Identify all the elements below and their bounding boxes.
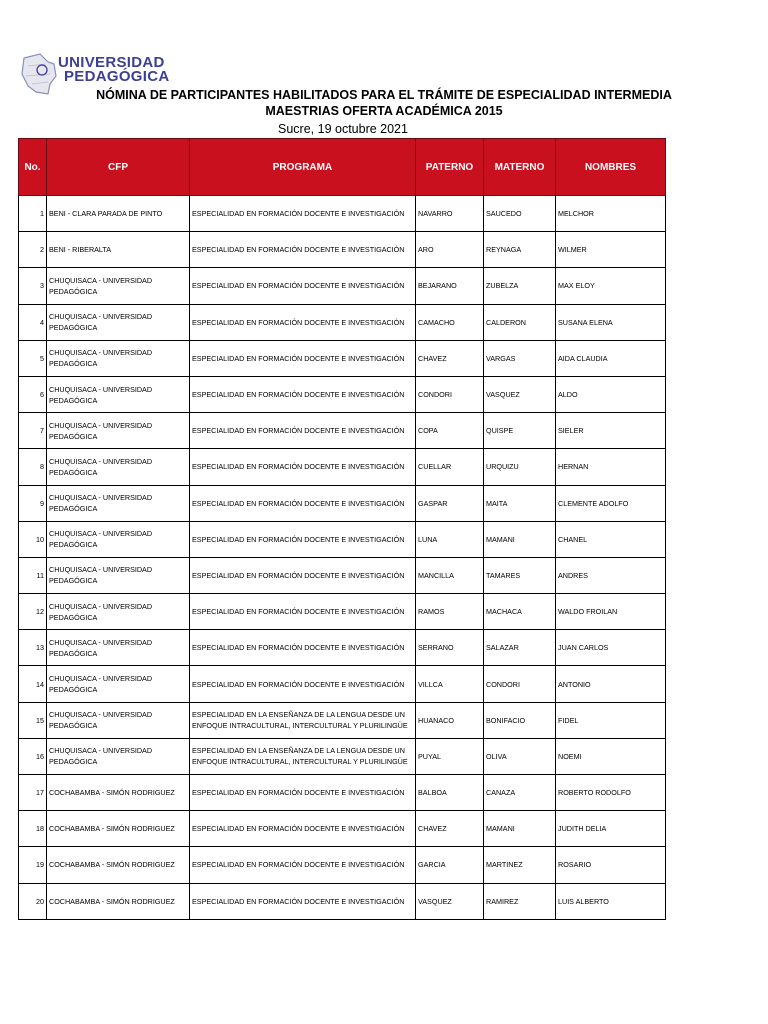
cell-programa: ESPECIALIDAD EN FORMACIÓN DOCENTE E INVESTIGACIÓN <box>190 847 416 883</box>
cell-programa: ESPECIALIDAD EN LA ENSEÑANZA DE LA LENGUA DESDE UN ENFOQUE INTRACULTURAL, INTERCULTURAL Y PLURILINGÜE <box>190 702 416 738</box>
cell-nombres: AIDA CLAUDIA <box>556 340 666 376</box>
cell-nombres: SUSANA ELENA <box>556 304 666 340</box>
header-programa: PROGRAMA <box>190 139 416 196</box>
table-row <box>19 304 666 340</box>
cell-paterno: CHAVEZ <box>416 340 484 376</box>
cell-cfp: CHUQUISACA - UNIVERSIDAD PEDAGÓGICA <box>47 340 190 376</box>
cell-no: 12 <box>19 594 47 630</box>
table-row <box>19 847 666 883</box>
cell-nombres: ROBERTO RODOLFO <box>556 775 666 811</box>
cell-nombres: JUDITH DELIA <box>556 811 666 847</box>
cell-paterno: BEJARANO <box>416 268 484 304</box>
table-row <box>19 449 666 485</box>
table-row <box>19 340 666 376</box>
cell-nombres: ANDRES <box>556 557 666 593</box>
cell-materno: SALAZAR <box>484 630 556 666</box>
cell-nombres: MAX ELOY <box>556 268 666 304</box>
logo-line-1: UNIVERSIDAD <box>58 54 165 71</box>
cell-paterno: CUELLAR <box>416 449 484 485</box>
cell-paterno: GARCIA <box>416 847 484 883</box>
cell-materno: CANAZA <box>484 775 556 811</box>
cell-paterno: VILLCA <box>416 666 484 702</box>
cell-programa: ESPECIALIDAD EN FORMACIÓN DOCENTE E INVESTIGACIÓN <box>190 594 416 630</box>
cell-nombres: LUIS ALBERTO <box>556 883 666 919</box>
document-date: Sucre, 19 octubre 2021 <box>278 122 408 136</box>
cell-programa: ESPECIALIDAD EN FORMACIÓN DOCENTE E INVESTIGACIÓN <box>190 666 416 702</box>
cell-no: 1 <box>19 196 47 232</box>
cell-cfp: BENI - CLARA PARADA DE PINTO <box>47 196 190 232</box>
table-row <box>19 413 666 449</box>
cell-materno: BONIFACIO <box>484 702 556 738</box>
cell-nombres: ANTONIO <box>556 666 666 702</box>
cell-materno: VASQUEZ <box>484 376 556 412</box>
cell-materno: SAUCEDO <box>484 196 556 232</box>
cell-no: 13 <box>19 630 47 666</box>
cell-paterno: LUNA <box>416 521 484 557</box>
cell-programa: ESPECIALIDAD EN FORMACIÓN DOCENTE E INVESTIGACIÓN <box>190 304 416 340</box>
cell-programa: ESPECIALIDAD EN FORMACIÓN DOCENTE E INVESTIGACIÓN <box>190 413 416 449</box>
cell-materno: MAMANI <box>484 521 556 557</box>
cell-programa: ESPECIALIDAD EN FORMACIÓN DOCENTE E INVESTIGACIÓN <box>190 630 416 666</box>
cell-materno: RAMIREZ <box>484 883 556 919</box>
cell-nombres: FIDEL <box>556 702 666 738</box>
cell-nombres: CLEMENTE ADOLFO <box>556 485 666 521</box>
cell-no: 9 <box>19 485 47 521</box>
cell-cfp: CHUQUISACA - UNIVERSIDAD PEDAGÓGICA <box>47 376 190 412</box>
cell-materno: ZUBELZA <box>484 268 556 304</box>
cell-paterno: CAMACHO <box>416 304 484 340</box>
cell-paterno: MANCILLA <box>416 557 484 593</box>
cell-materno: CALDERON <box>484 304 556 340</box>
header-materno: MATERNO <box>484 139 556 196</box>
table-row <box>19 521 666 557</box>
table-body <box>19 196 666 920</box>
header-nombres: NOMBRES <box>556 139 666 196</box>
cell-materno: OLIVA <box>484 738 556 774</box>
table-row <box>19 268 666 304</box>
cell-nombres: NOEMI <box>556 738 666 774</box>
cell-programa: ESPECIALIDAD EN FORMACIÓN DOCENTE E INVESTIGACIÓN <box>190 883 416 919</box>
cell-no: 16 <box>19 738 47 774</box>
cell-cfp: COCHABAMBA - SIMÓN RODRIGUEZ <box>47 775 190 811</box>
cell-nombres: SIELER <box>556 413 666 449</box>
table-row <box>19 594 666 630</box>
header-no: No. <box>19 139 47 196</box>
cell-nombres: CHANEL <box>556 521 666 557</box>
table-row <box>19 630 666 666</box>
cell-nombres: WALDO FROILAN <box>556 594 666 630</box>
document-subtitle: MAESTRIAS OFERTA ACADÉMICA 2015 <box>265 104 503 118</box>
table-row <box>19 775 666 811</box>
table-row <box>19 883 666 919</box>
header-cfp: CFP <box>47 139 190 196</box>
cell-programa: ESPECIALIDAD EN LA ENSEÑANZA DE LA LENGUA DESDE UN ENFOQUE INTRACULTURAL, INTERCULTURAL Y PLURILINGÜE <box>190 738 416 774</box>
table-row <box>19 666 666 702</box>
cell-paterno: BALBOA <box>416 775 484 811</box>
table-row <box>19 232 666 268</box>
cell-materno: VARGAS <box>484 340 556 376</box>
cell-no: 6 <box>19 376 47 412</box>
cell-paterno: RAMOS <box>416 594 484 630</box>
cell-paterno: ARO <box>416 232 484 268</box>
cell-cfp: CHUQUISACA - UNIVERSIDAD PEDAGÓGICA <box>47 304 190 340</box>
cell-materno: URQUIZU <box>484 449 556 485</box>
cell-nombres: MELCHOR <box>556 196 666 232</box>
cell-materno: QUISPE <box>484 413 556 449</box>
cell-no: 5 <box>19 340 47 376</box>
cell-no: 10 <box>19 521 47 557</box>
cell-programa: ESPECIALIDAD EN FORMACIÓN DOCENTE E INVESTIGACIÓN <box>190 775 416 811</box>
cell-programa: ESPECIALIDAD EN FORMACIÓN DOCENTE E INVESTIGACIÓN <box>190 232 416 268</box>
cell-nombres: ALDO <box>556 376 666 412</box>
logo-line-2: PEDAGÓGICA <box>64 68 170 85</box>
cell-cfp: CHUQUISACA - UNIVERSIDAD PEDAGÓGICA <box>47 268 190 304</box>
cell-no: 14 <box>19 666 47 702</box>
table-row <box>19 196 666 232</box>
cell-programa: ESPECIALIDAD EN FORMACIÓN DOCENTE E INVESTIGACIÓN <box>190 557 416 593</box>
cell-programa: ESPECIALIDAD EN FORMACIÓN DOCENTE E INVESTIGACIÓN <box>190 376 416 412</box>
cell-nombres: WILMER <box>556 232 666 268</box>
header-paterno: PATERNO <box>416 139 484 196</box>
cell-no: 2 <box>19 232 47 268</box>
cell-materno: MAITA <box>484 485 556 521</box>
table-row <box>19 702 666 738</box>
cell-cfp: CHUQUISACA - UNIVERSIDAD PEDAGÓGICA <box>47 449 190 485</box>
cell-no: 3 <box>19 268 47 304</box>
cell-cfp: CHUQUISACA - UNIVERSIDAD PEDAGÓGICA <box>47 738 190 774</box>
cell-no: 11 <box>19 557 47 593</box>
cell-cfp: BENI - RIBERALTA <box>47 232 190 268</box>
table-row <box>19 738 666 774</box>
cell-cfp: CHUQUISACA - UNIVERSIDAD PEDAGÓGICA <box>47 485 190 521</box>
cell-materno: MAMANI <box>484 811 556 847</box>
cell-programa: ESPECIALIDAD EN FORMACIÓN DOCENTE E INVESTIGACIÓN <box>190 811 416 847</box>
cell-materno: TAMARES <box>484 557 556 593</box>
cell-materno: MARTINEZ <box>484 847 556 883</box>
cell-paterno: SERRANO <box>416 630 484 666</box>
cell-nombres: ROSARIO <box>556 847 666 883</box>
cell-programa: ESPECIALIDAD EN FORMACIÓN DOCENTE E INVESTIGACIÓN <box>190 521 416 557</box>
cell-programa: ESPECIALIDAD EN FORMACIÓN DOCENTE E INVESTIGACIÓN <box>190 340 416 376</box>
table-row <box>19 376 666 412</box>
cell-no: 17 <box>19 775 47 811</box>
cell-cfp: CHUQUISACA - UNIVERSIDAD PEDAGÓGICA <box>47 521 190 557</box>
table-row <box>19 811 666 847</box>
cell-paterno: NAVARRO <box>416 196 484 232</box>
cell-programa: ESPECIALIDAD EN FORMACIÓN DOCENTE E INVESTIGACIÓN <box>190 268 416 304</box>
document-title: NÓMINA DE PARTICIPANTES HABILITADOS PARA EL TRÁMITE DE ESPECIALIDAD INTERMEDIA <box>96 88 672 102</box>
cell-nombres: HERNAN <box>556 449 666 485</box>
cell-nombres: JUAN CARLOS <box>556 630 666 666</box>
logo-text <box>58 56 170 84</box>
cell-programa: ESPECIALIDAD EN FORMACIÓN DOCENTE E INVESTIGACIÓN <box>190 449 416 485</box>
cell-cfp: CHUQUISACA - UNIVERSIDAD PEDAGÓGICA <box>47 702 190 738</box>
table-header-row <box>19 139 666 196</box>
cell-cfp: CHUQUISACA - UNIVERSIDAD PEDAGÓGICA <box>47 666 190 702</box>
cell-programa: ESPECIALIDAD EN FORMACIÓN DOCENTE E INVESTIGACIÓN <box>190 196 416 232</box>
cell-no: 18 <box>19 811 47 847</box>
cell-paterno: GASPAR <box>416 485 484 521</box>
cell-paterno: HUANACO <box>416 702 484 738</box>
cell-no: 7 <box>19 413 47 449</box>
cell-paterno: COPA <box>416 413 484 449</box>
cell-cfp: CHUQUISACA - UNIVERSIDAD PEDAGÓGICA <box>47 594 190 630</box>
cell-cfp: CHUQUISACA - UNIVERSIDAD PEDAGÓGICA <box>47 413 190 449</box>
cell-cfp: CHUQUISACA - UNIVERSIDAD PEDAGÓGICA <box>47 557 190 593</box>
cell-paterno: VASQUEZ <box>416 883 484 919</box>
cell-no: 4 <box>19 304 47 340</box>
cell-materno: REYNAGA <box>484 232 556 268</box>
cell-materno: CONDORI <box>484 666 556 702</box>
cell-cfp: COCHABAMBA - SIMÓN RODRIGUEZ <box>47 847 190 883</box>
cell-cfp: COCHABAMBA - SIMÓN RODRIGUEZ <box>47 883 190 919</box>
cell-no: 15 <box>19 702 47 738</box>
cell-paterno: CONDORI <box>416 376 484 412</box>
cell-no: 8 <box>19 449 47 485</box>
participants-table <box>18 138 666 920</box>
cell-cfp: COCHABAMBA - SIMÓN RODRIGUEZ <box>47 811 190 847</box>
table-row <box>19 557 666 593</box>
cell-paterno: CHAVEZ <box>416 811 484 847</box>
cell-materno: MACHACA <box>484 594 556 630</box>
cell-cfp: CHUQUISACA - UNIVERSIDAD PEDAGÓGICA <box>47 630 190 666</box>
cell-paterno: PUYAL <box>416 738 484 774</box>
table-row <box>19 485 666 521</box>
cell-no: 19 <box>19 847 47 883</box>
cell-no: 20 <box>19 883 47 919</box>
cell-programa: ESPECIALIDAD EN FORMACIÓN DOCENTE E INVESTIGACIÓN <box>190 485 416 521</box>
